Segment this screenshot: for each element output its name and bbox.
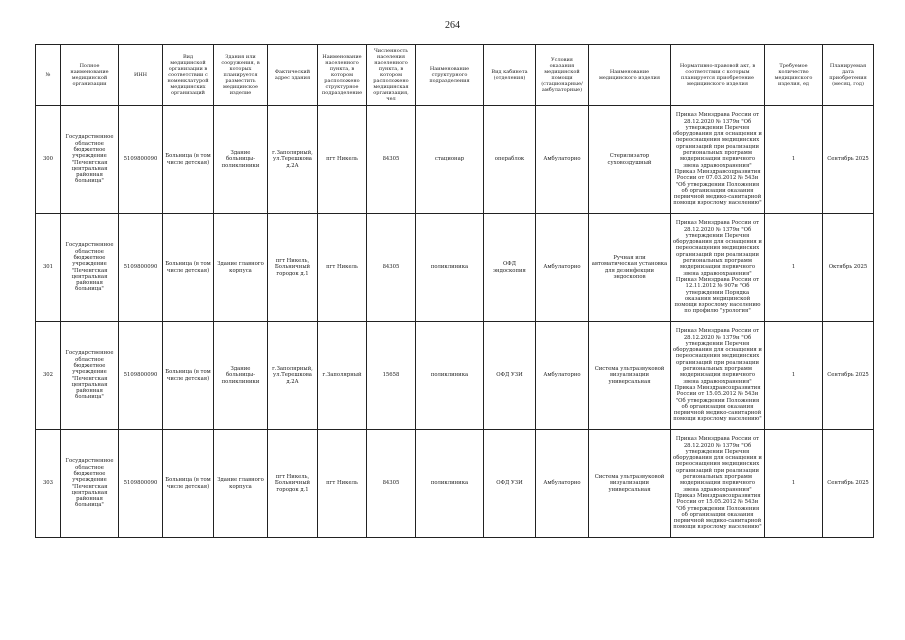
- cell-quantity: 1: [765, 106, 823, 214]
- cell-building: Здание больницы-поликлиники: [214, 322, 268, 430]
- cell-conditions: Амбулаторно: [536, 322, 589, 430]
- cell-address: г.Заполярный, ул.Терешкова д.2А: [268, 322, 318, 430]
- header-cell-org-type: Вид медицинской организации в соответствии с номенклатурой медицинских организаций: [163, 45, 214, 106]
- cell-number: 302: [36, 322, 61, 430]
- cell-cabinet: ОФД УЗИ: [484, 322, 536, 430]
- cell-date: Сентябрь 2025: [823, 106, 874, 214]
- cell-number: 300: [36, 106, 61, 214]
- cell-basis: Приказ Минздрава России от 28.12.2020 № 1379н "Об утверждении Перечня оборудования для оснащения и переоснащения медицинских организаций при реализации региональных программ модернизации первичного звена здравоохранения" Приказ Минздравсоцразвития России от 15.05.2012 № 543н "Об утверждении Положения об организации оказания первичной медико-санитарной помощи взрослому населению": [671, 430, 765, 538]
- cell-building: Здание главного корпуса: [214, 214, 268, 322]
- cell-conditions: Амбулаторно: [536, 106, 589, 214]
- cell-cabinet: операблок: [484, 106, 536, 214]
- cell-inn: 5109800090: [119, 430, 163, 538]
- header-cell-quantity: Требуемое количество медицинского изделия, ед: [765, 45, 823, 106]
- cell-date: Сентябрь 2025: [823, 322, 874, 430]
- cell-org-name: Государственное областное бюджетное учреждение "Печенгская центральная районная больница": [61, 106, 119, 214]
- header-cell-address: Фактический адрес здания: [268, 45, 318, 106]
- cell-building: Здание главного корпуса: [214, 430, 268, 538]
- table-row: [36, 106, 874, 214]
- cell-building: Здание больницы-поликлиники: [214, 106, 268, 214]
- table-row: [36, 214, 874, 322]
- cell-device: Ручная или автоматическая установка для дезинфекции эндоскопов: [589, 214, 671, 322]
- header-row: [36, 45, 874, 106]
- cell-inn: 5109800090: [119, 322, 163, 430]
- cell-unit: поликлиника: [416, 322, 484, 430]
- cell-device: Система ультразвуковой визуализации универсальная: [589, 322, 671, 430]
- header-cell-population: Численность населения населенного пункта, в котором расположено медицинская организация, чел: [367, 45, 416, 106]
- cell-population: 84305: [367, 214, 416, 322]
- header-cell-building: Здания или сооружения, в которых планируется разместить медицинское изделие: [214, 45, 268, 106]
- cell-address: г.Заполярный, ул.Терешкова д.2А: [268, 106, 318, 214]
- cell-quantity: 1: [765, 430, 823, 538]
- table-row: [36, 430, 874, 538]
- cell-date: Сентябрь 2025: [823, 430, 874, 538]
- header-cell-conditions: Условия оказания медицинской помощи (стационарные/амбулаторные): [536, 45, 589, 106]
- cell-quantity: 1: [765, 214, 823, 322]
- cell-address: пгт Никель, Больничный городок д.1: [268, 214, 318, 322]
- header-cell-cabinet: Вид кабинета (отделения): [484, 45, 536, 106]
- cell-number: 303: [36, 430, 61, 538]
- cell-device: Стерилизатор суховоздушный: [589, 106, 671, 214]
- header-cell-org-name: Полное наименование медицинской организации: [61, 45, 119, 106]
- table-row: [36, 322, 874, 430]
- cell-org-type: Больница (в том числе детская): [163, 106, 214, 214]
- cell-population: 84305: [367, 106, 416, 214]
- cell-org-type: Больница (в том числе детская): [163, 322, 214, 430]
- cell-locality: пгт Никель: [318, 430, 367, 538]
- cell-population: 84305: [367, 430, 416, 538]
- cell-org-name: Государственное областное бюджетное учреждение "Печенгская центральная районная больница": [61, 430, 119, 538]
- cell-population: 15658: [367, 322, 416, 430]
- cell-conditions: Амбулаторно: [536, 214, 589, 322]
- cell-locality: г.Заполярный: [318, 322, 367, 430]
- header-cell-date: Планируемая дата приобретения (месяц, год): [823, 45, 874, 106]
- cell-date: Октябрь 2025: [823, 214, 874, 322]
- header-cell-basis: Нормативно-правовой акт, в соответствии с которым планируется приобретение медицинского изделия: [671, 45, 765, 106]
- cell-cabinet: ОФД эндоскопия: [484, 214, 536, 322]
- cell-unit: поликлиника: [416, 214, 484, 322]
- cell-inn: 5109800090: [119, 106, 163, 214]
- cell-basis: Приказ Минздрава России от 28.12.2020 № 1379н "Об утверждении Перечня оборудования для оснащения и переоснащения медицинских организаций при реализации региональных программ модернизации первичного звена здравоохранения" Приказ Минздравсоцразвития России от 15.05.2012 № 543н "Об утверждении Положения об организации оказания первичной медико-санитарной помощи взрослому населению": [671, 322, 765, 430]
- cell-quantity: 1: [765, 322, 823, 430]
- cell-basis: Приказ Минздрава России от 28.12.2020 № 1379н "Об утверждении Перечня оборудования для оснащения и переоснащения медицинских организаций при реализации региональных программ модернизации первичного звена здравоохранения" Приказ Минздравсоцразвития России от 07.03.2012 № 543н "Об утверждении Положения об организации оказания первичной медико-санитарной помощи взрослому населению": [671, 106, 765, 214]
- header-cell-locality: Наименование населенного пункта, в котором расположено структурное подразделение: [318, 45, 367, 106]
- header-cell-inn: ИНН: [119, 45, 163, 106]
- cell-cabinet: ОФД УЗИ: [484, 430, 536, 538]
- cell-locality: пгт Никель: [318, 106, 367, 214]
- cell-address: пгт Никель, Больничный городок д.1: [268, 430, 318, 538]
- cell-inn: 5109800090: [119, 214, 163, 322]
- cell-conditions: Амбулаторно: [536, 430, 589, 538]
- cell-locality: пгт Никель: [318, 214, 367, 322]
- header-cell-number: №: [36, 45, 61, 106]
- cell-number: 301: [36, 214, 61, 322]
- cell-org-type: Больница (в том числе детская): [163, 430, 214, 538]
- cell-device: Система ультразвуковой визуализации универсальная: [589, 430, 671, 538]
- cell-unit: поликлиника: [416, 430, 484, 538]
- cell-org-name: Государственное областное бюджетное учреждение "Печенгская центральная районная больница": [61, 322, 119, 430]
- header-cell-device: Наименование медицинского изделия: [589, 45, 671, 106]
- cell-org-name: Государственное областное бюджетное учреждение "Печенгская центральная районная больница": [61, 214, 119, 322]
- medical-equipment-table: [35, 44, 874, 538]
- cell-basis: Приказ Минздрава России от 28.12.2020 № 1379н "Об утверждении Перечня оборудования для оснащения и переоснащения медицинских организаций при реализации региональных программ модернизации первичного звена здравоохранения" Приказ Минздрава России от 12.11.2012 № 907н "Об утверждении Порядка оказания медицинской помощи взрослому населению по профилю "урология": [671, 214, 765, 322]
- cell-org-type: Больница (в том числе детская): [163, 214, 214, 322]
- page-number: 264: [445, 20, 460, 31]
- cell-unit: стационар: [416, 106, 484, 214]
- header-cell-unit: Наименование структурного подразделения: [416, 45, 484, 106]
